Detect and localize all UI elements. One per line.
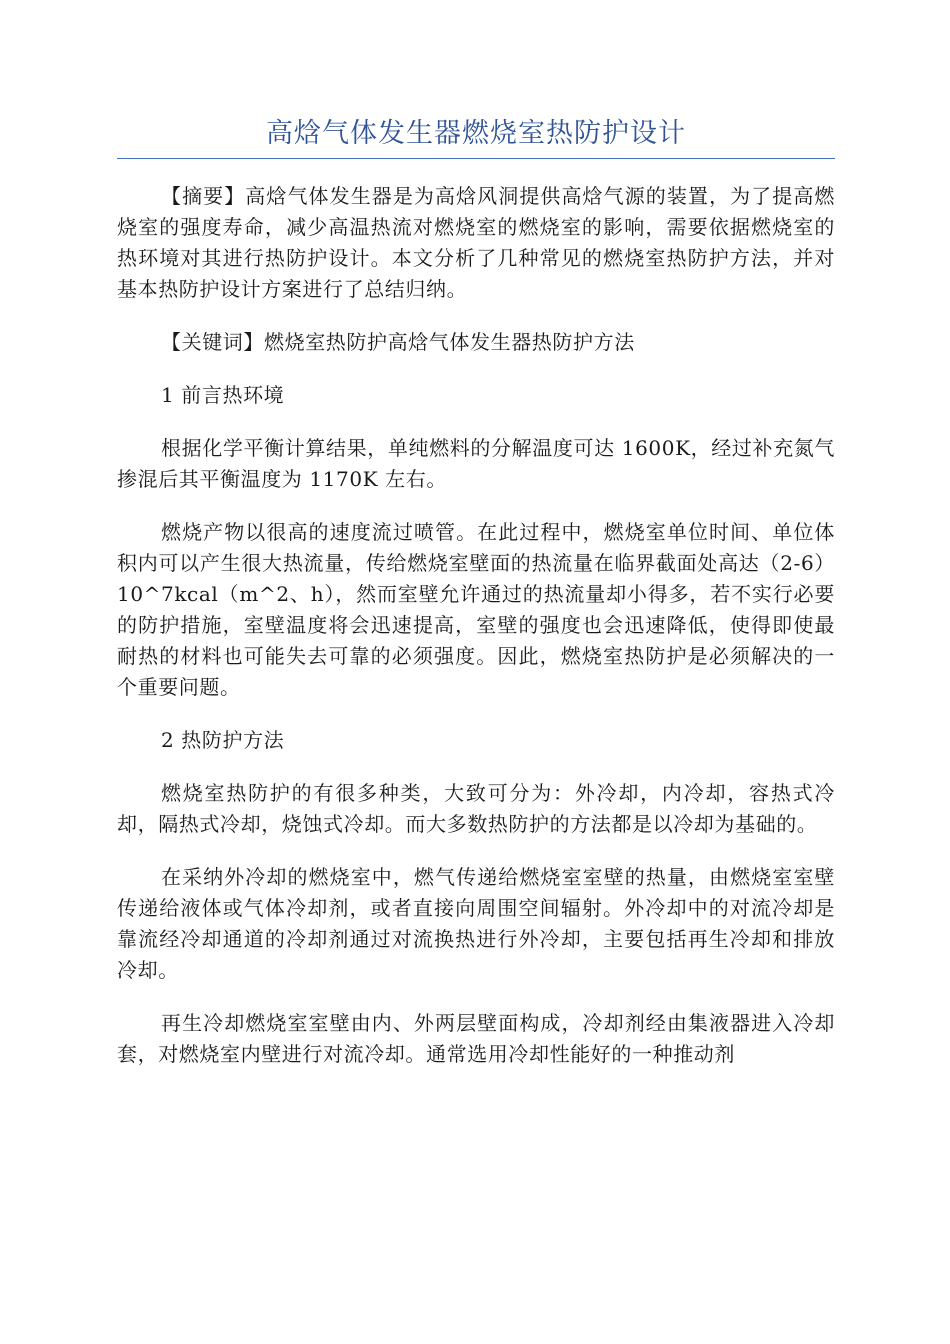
document-page bbox=[117, 112, 835, 1070]
abstract-paragraph: 【摘要】高焓气体发生器是为高焓风洞提供高焓气源的装置，为了提高燃烧室的强度寿命，减少高温热流对燃烧室的燃烧室的影响，需要依据燃烧室的热环境对其进行热防护设计。本文分析了几种常见的燃烧室热防护方法，并对基本热防护设计方案进行了总结归纳。 bbox=[117, 184, 835, 301]
body-paragraph-5: 再生冷却燃烧室室壁由内、外两层壁面构成，冷却剂经由集液器进入冷却套，对燃烧室内壁进行对流冷却。通常选用冷却性能好的一种推动剂 bbox=[117, 1011, 835, 1066]
body-paragraph-3: 燃烧室热防护的有很多种类，大致可分为：外冷却，内冷却，容热式冷却，隔热式冷却，烧蚀式冷却。而大多数热防护的方法都是以冷却为基础的。 bbox=[117, 781, 835, 836]
keywords-paragraph: 【关键词】燃烧室热防护高焓气体发生器热防护方法 bbox=[161, 330, 635, 354]
section-heading-1: 1 前言热环境 bbox=[161, 383, 285, 407]
body-paragraph-4: 在采纳外冷却的燃烧室中，燃气传递给燃烧室室壁的热量，由燃烧室室壁传递给液体或气体冷却剂，或者直接向周围空间辐射。外冷却中的对流冷却是靠流经冷却通道的冷却剂通过对流换热进行外冷却，主要包括再生冷却和排放冷却。 bbox=[117, 865, 835, 982]
body-paragraph-2: 燃烧产物以很高的速度流过喷管。在此过程中，燃烧室单位时间、单位体积内可以产生很大热流量，传给燃烧室壁面的热流量在临界截面处高达（2-6）10^7kcal（m^2、h），然而室壁允许通过的热流量却小得多，若不实行必要的防护措施，室壁温度将会迅速提高，室壁的强度也会迅速降低，使得即使最耐热的材料也可能失去可靠的必须强度。因此，燃烧室热防护是必须解决的一个重要问题。 bbox=[117, 520, 835, 699]
document-title: 高焓气体发生器燃烧室热防护设计 bbox=[117, 112, 835, 159]
body-paragraph-1: 根据化学平衡计算结果，单纯燃料的分解温度可达 1600K，经过补充氮气掺混后其平衡温度为 1170K 左右。 bbox=[117, 436, 835, 491]
section-heading-2: 2 热防护方法 bbox=[161, 728, 285, 752]
